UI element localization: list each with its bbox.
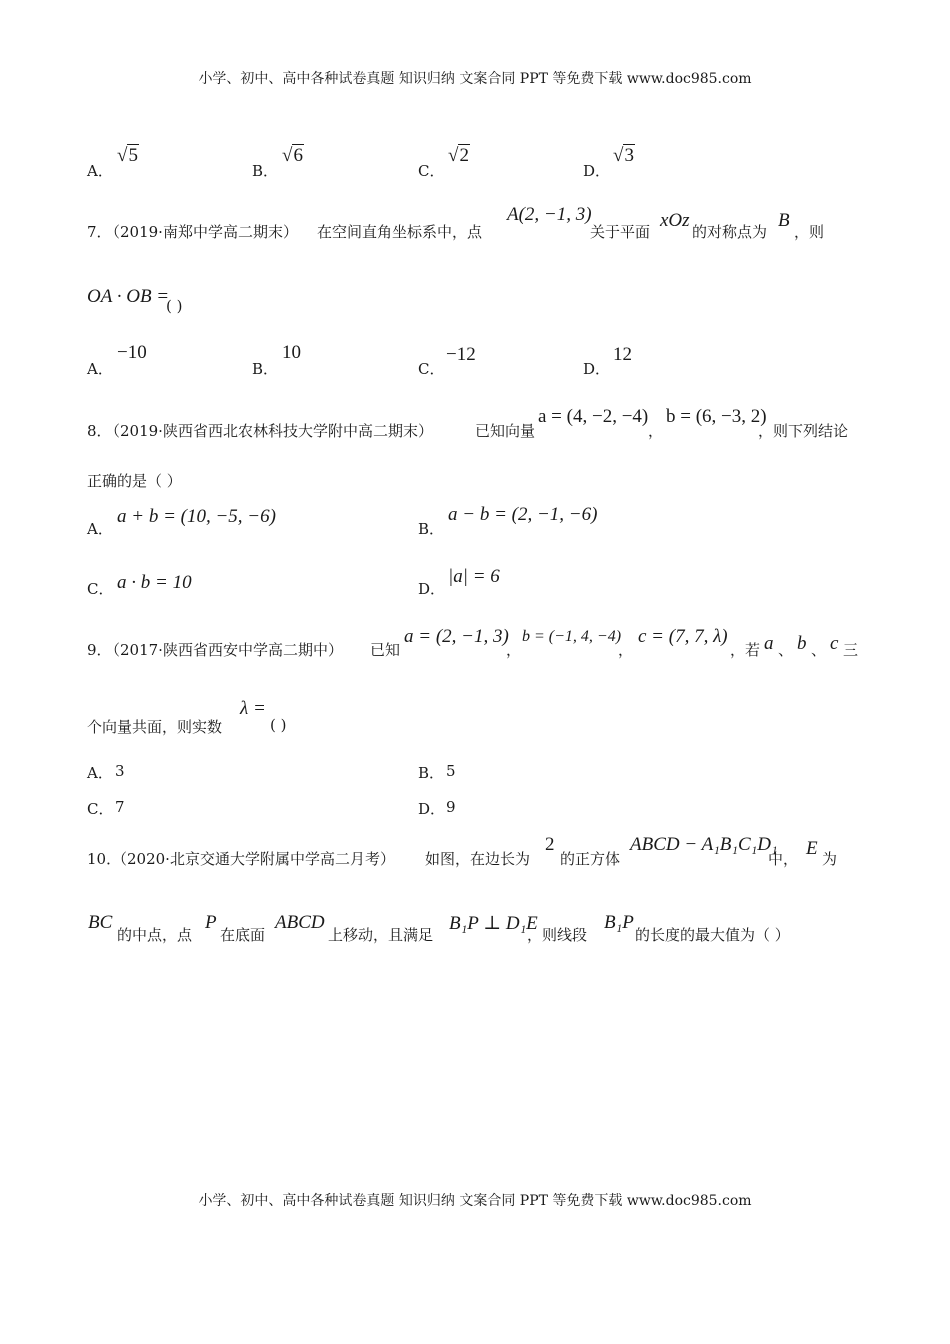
q8-option-d-label: D． (418, 580, 446, 598)
q9-answer-paren: ( ) (270, 716, 287, 734)
q7-option-c-label: C． (418, 360, 445, 378)
q8-option-c-label: C． (87, 580, 114, 598)
q10-text1: 如图，在边长为 (425, 850, 531, 868)
page-footer: 小学、初中、高中各种试卷真题 知识归纳 文案合同 PPT 等免费下载 www.doc985.com (198, 1193, 752, 1209)
q8-number: 8． (87, 422, 112, 440)
q7-option-c-value: −12 (446, 344, 476, 365)
q7-number: 7． (87, 223, 112, 241)
q10-condition: B₁P ⊥ D₁E (449, 913, 538, 934)
q9-text2: ，若 (730, 641, 761, 659)
q7-text3: 的对称点为 (692, 223, 768, 241)
q6-option-c-value: √2 (448, 145, 469, 166)
q9-vector-a: a = (2, −1, 3) (404, 626, 509, 647)
q8-option-b-value: a − b = (2, −1, −6) (448, 504, 598, 525)
q8-option-d-value: |a| = 6 (448, 566, 500, 587)
q7-option-a-label: A． (87, 360, 113, 378)
q7-option-d-value: 12 (613, 344, 632, 365)
q9-sep2: 、 (811, 641, 827, 659)
q8-source: （2019·陕西省西北农林科技大学附中高二期末） (105, 422, 433, 440)
q10-base-abcd: ABCD (275, 912, 325, 933)
q9-a: a (764, 633, 774, 654)
q7-option-a-value: −10 (117, 342, 147, 363)
q8-option-c-value: a · b = 10 (117, 572, 192, 593)
q9-c: c (830, 633, 839, 654)
q9-number: 9． (87, 641, 112, 659)
q6-option-b-label: B． (252, 162, 279, 180)
q7-plane: xOz (660, 210, 690, 231)
q8-vector-b: b = (6, −3, 2) (666, 406, 767, 427)
q7-text2: 关于平面 (590, 223, 651, 241)
q9-option-b-value: 5 (446, 762, 456, 780)
q9-option-d-label: D． (418, 800, 446, 818)
q9-comma1: ， (506, 641, 522, 659)
q8-text3: 正确的是（ ） (87, 472, 182, 490)
q9-sep1: 、 (778, 641, 794, 659)
q8-text2: ，则下列结论 (758, 422, 849, 440)
q9-vector-b: b = (−1, 4, −4) (522, 628, 622, 645)
q10-text3: 中， (768, 850, 799, 868)
q9-option-d-value: 9 (446, 798, 456, 816)
q10-text7: 上移动，且满足 (328, 926, 434, 944)
q9-option-a-value: 3 (115, 762, 125, 780)
q10-text5: 的中点，点 (117, 926, 193, 944)
q10-cube: ABCD − A₁B₁C₁D₁ (630, 834, 778, 855)
q10-text4: 为 (822, 850, 838, 868)
q7-expression: OA · OB = (87, 286, 170, 307)
q9-vector-c: c = (7, 7, λ) (638, 626, 728, 647)
q9-lambda: λ = (240, 698, 266, 719)
q6-option-d-label: D． (583, 162, 611, 180)
q8-option-a-value: a + b = (10, −5, −6) (117, 506, 276, 527)
q10-two: 2 (545, 834, 555, 855)
q7-option-b-value: 10 (282, 342, 301, 363)
q10-source: （2020·北京交通大学附属中学高二月考） (112, 850, 395, 868)
q9-source: （2017·陕西省西安中学高二期中） (105, 641, 343, 659)
q8-option-a-label: A． (87, 520, 113, 538)
q10-number: 10． (87, 850, 122, 868)
q6-option-c-label: C． (418, 162, 445, 180)
q7-point-b: B (778, 210, 790, 231)
q6-option-a-value: √5 (117, 145, 138, 166)
q9-option-c-value: 7 (115, 798, 125, 816)
q10-text2: 的正方体 (560, 850, 621, 868)
q10-text9: 的长度的最大值为（ ） (635, 926, 790, 944)
q7-option-d-label: D． (583, 360, 611, 378)
q10-text8: ，则线段 (527, 926, 588, 944)
q8-vector-a: a = (4, −2, −4) (538, 406, 649, 427)
q10-segment-b1p: B₁P (604, 912, 634, 933)
q7-answer-paren: ( ) (166, 297, 183, 315)
q9-option-c-label: C． (87, 800, 114, 818)
q7-text1: 在空间直角坐标系中，点 (317, 223, 483, 241)
q9-text1: 已知 (370, 641, 401, 659)
page-header: 小学、初中、高中各种试卷真题 知识归纳 文案合同 PPT 等免费下载 www.doc985.com (198, 71, 752, 87)
q9-comma2: ， (618, 641, 634, 659)
q9-b: b (797, 633, 807, 654)
q8-comma: ， (648, 422, 664, 440)
q8-text1: 已知向量 (475, 422, 536, 440)
q9-option-b-label: B． (418, 764, 445, 782)
q9-text4: 个向量共面，则实数 (87, 718, 223, 736)
q7-point-a: A(2, −1, 3) (507, 204, 592, 225)
q7-option-b-label: B． (252, 360, 279, 378)
q10-point-p: P (205, 912, 217, 933)
q8-option-b-label: B． (418, 520, 445, 538)
q10-segment-bc: BC (88, 912, 113, 933)
q7-text4: ，则 (794, 223, 825, 241)
q9-option-a-label: A． (87, 764, 113, 782)
q10-point-e: E (806, 838, 818, 859)
q7-source: （2019·南郑中学高二期末） (105, 223, 298, 241)
q6-option-a-label: A． (87, 162, 113, 180)
q10-text6: 在底面 (220, 926, 266, 944)
q9-text3: 三 (843, 641, 859, 659)
q6-option-b-value: √6 (282, 145, 303, 166)
q6-option-d-value: √3 (613, 145, 634, 166)
